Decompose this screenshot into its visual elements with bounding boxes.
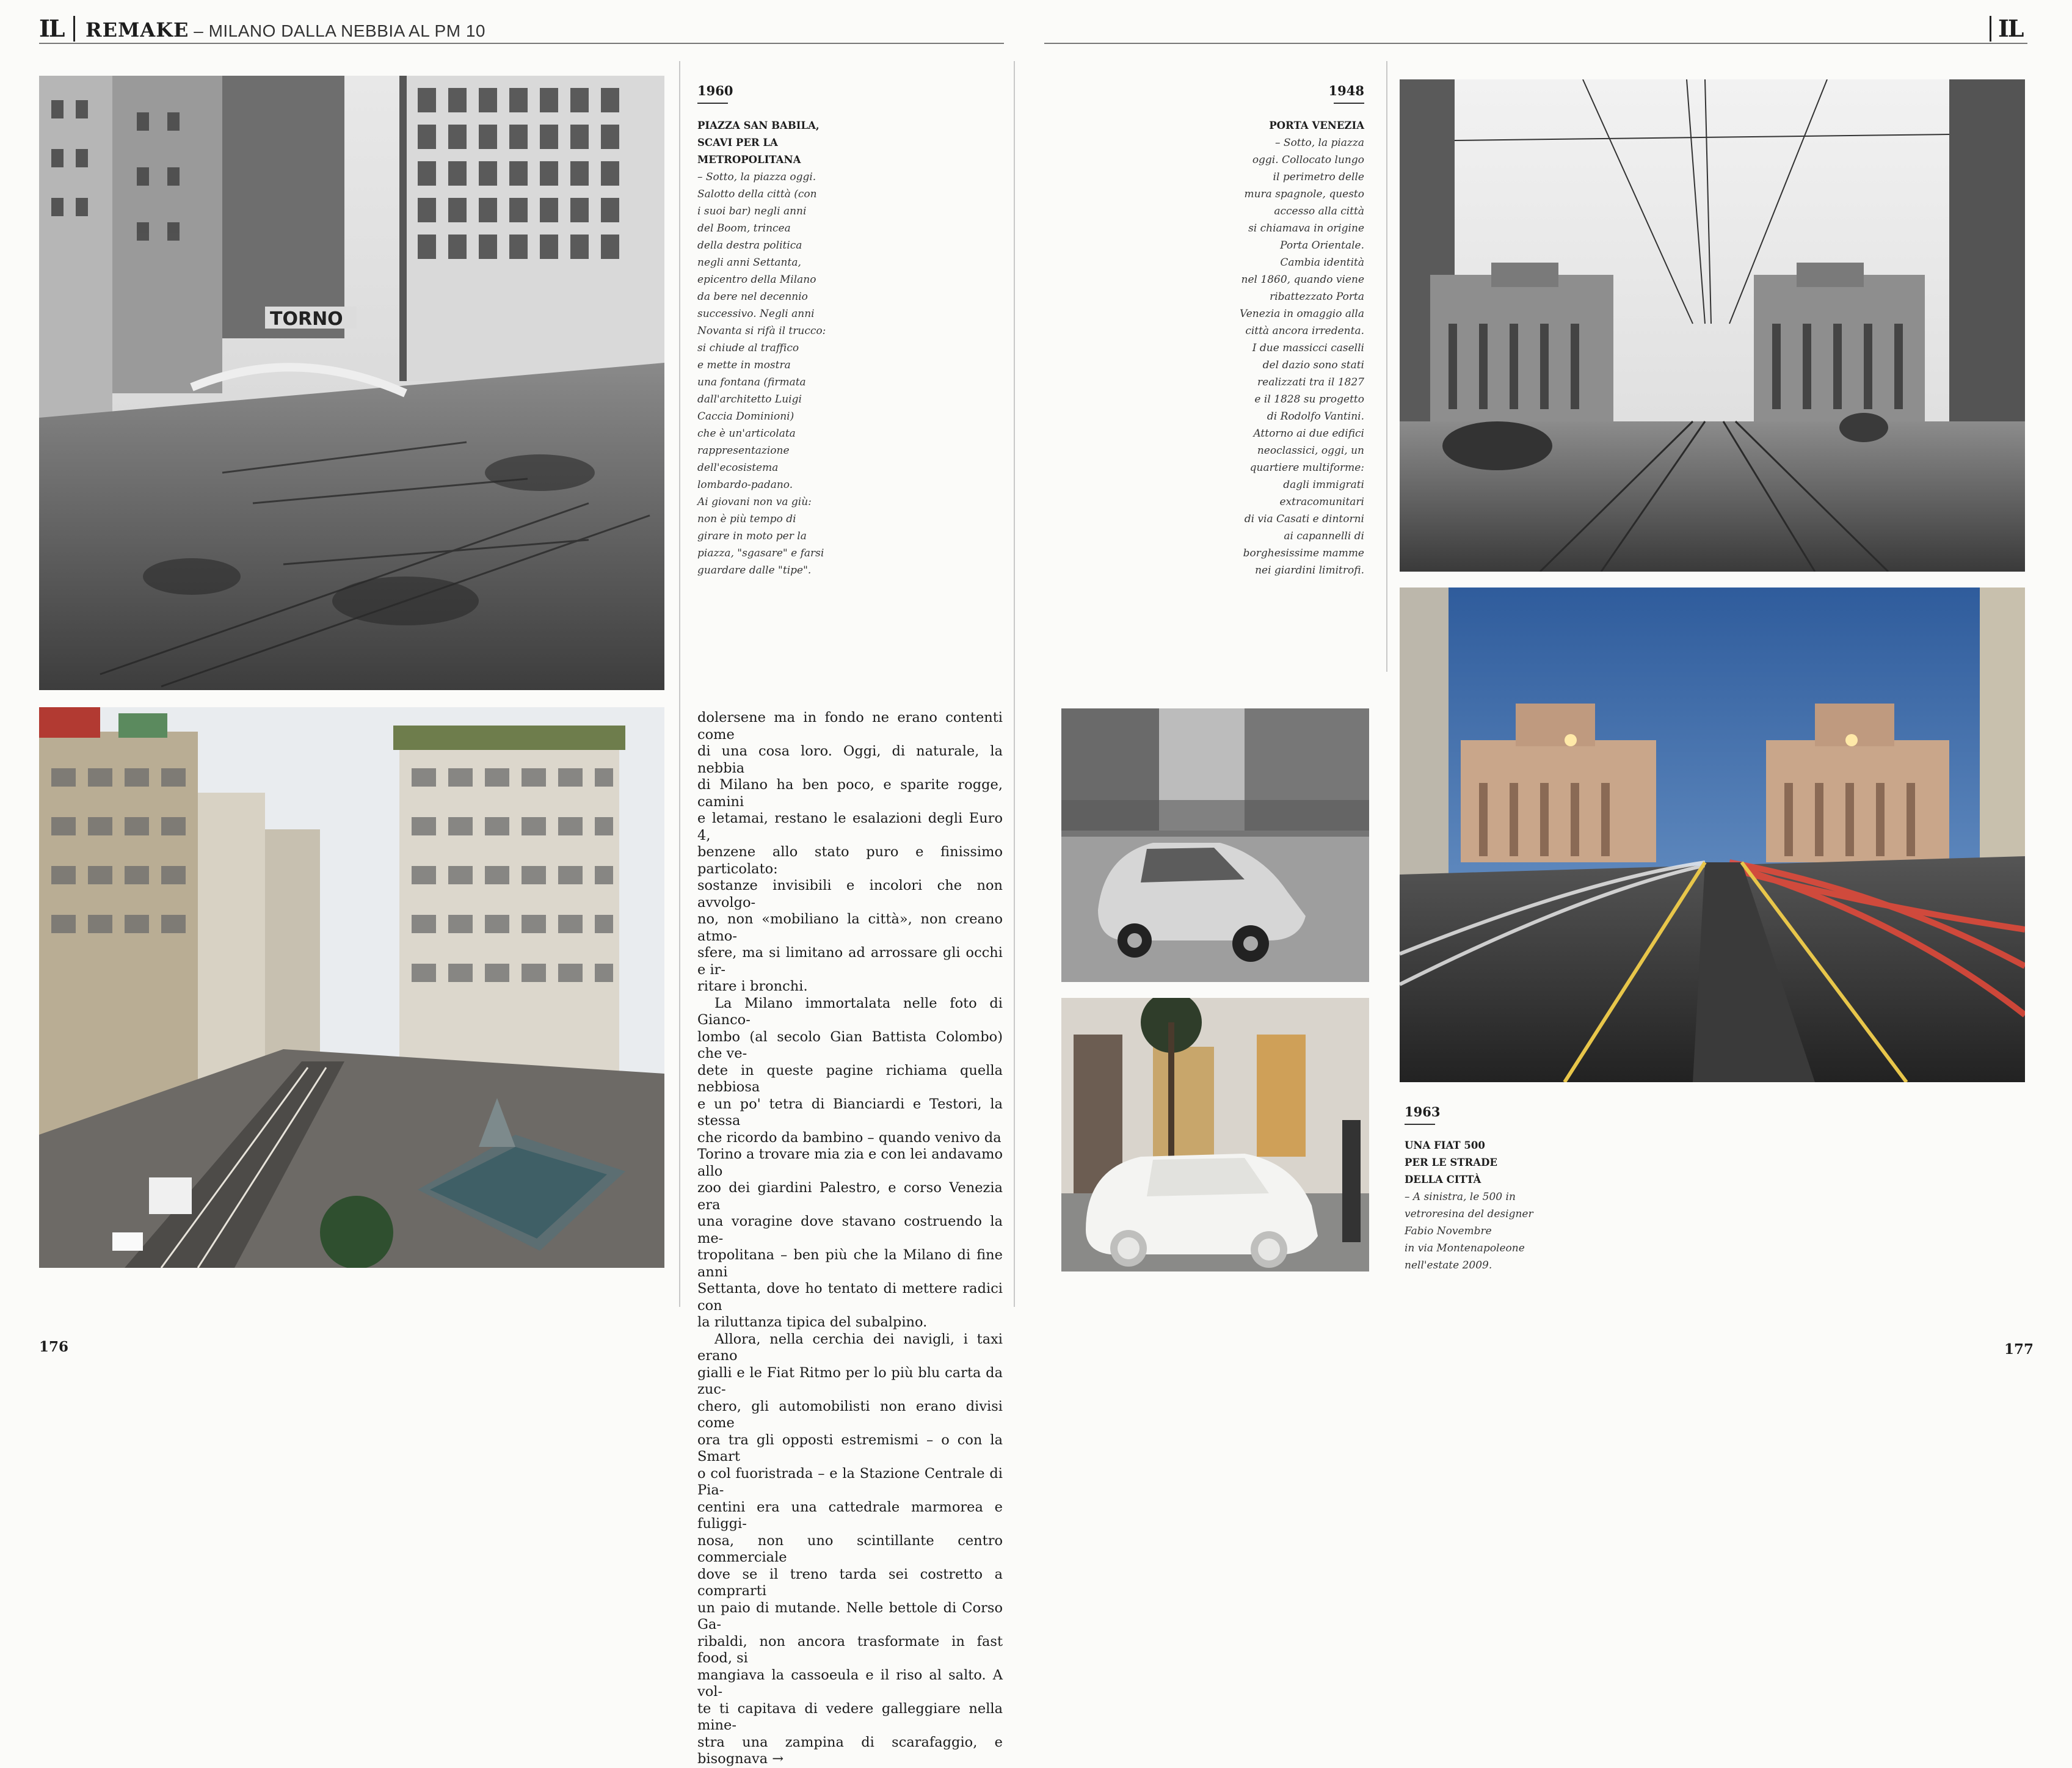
body-line: centini era una cattedrale marmorea e fuliggi- — [697, 1499, 1003, 1532]
caption-line: Venezia in omaggio alla — [1240, 308, 1364, 320]
photo-porta-venezia-today — [1400, 588, 2025, 1082]
caption-year-1963: 1963 — [1405, 1104, 1441, 1119]
caption-line: Ai giovani non va giù: — [697, 496, 812, 508]
caption-line: – Sotto, la piazza — [1275, 137, 1364, 149]
caption-line: dagli immigrati — [1283, 479, 1364, 491]
caption-line: epicentro della Milano — [697, 274, 816, 286]
header-separator — [73, 16, 75, 42]
caption-rule — [1405, 1124, 1435, 1125]
body-line: nosa, non uno scintillante centro commerciale — [697, 1532, 1003, 1565]
caption-line: da bere nel decennio — [697, 291, 808, 303]
caption-line: e il 1828 su progetto — [1254, 393, 1364, 406]
caption-line: guardare dalle "tipe". — [697, 564, 812, 577]
caption-line: Fabio Novembre — [1405, 1225, 1492, 1237]
caption-line: vetroresina del designer — [1405, 1208, 1533, 1220]
caption-line: rappresentazione — [697, 445, 790, 457]
caption-line: ribattezzato Porta — [1270, 291, 1364, 303]
photo-san-babila-1960 — [39, 76, 664, 690]
magazine-logo-right: IL — [1998, 15, 2023, 42]
caption-line: del dazio sono stati — [1262, 359, 1364, 371]
body-line: La Milano immortalata nelle foto di Gianco- — [697, 995, 1003, 1028]
body-line: sfere, ma si limitano ad arrossare gli occhi e ir- — [697, 945, 1003, 978]
caption-title-line: DELLA CITTÀ — [1405, 1174, 1481, 1185]
caption-line: nel 1860, quando viene — [1241, 274, 1364, 286]
caption-line: una fontana (firmata — [697, 376, 806, 388]
torno-sign: TORNO — [270, 308, 343, 330]
body-line: gialli e le Fiat Ritmo per lo più blu carta da zuc- — [697, 1364, 1003, 1397]
column-divider — [679, 61, 680, 1307]
body-line: e letamai, restano le esalazioni degli Euro 4, — [697, 810, 1003, 843]
caption-line: della destra politica — [697, 239, 802, 252]
caption-line: non è più tempo di — [697, 513, 796, 525]
caption-line: Cambia identità — [1280, 256, 1364, 269]
caption-line: – A sinistra, le 500 in — [1405, 1191, 1516, 1203]
section-title: REMAKE — [85, 18, 189, 42]
caption-1948 — [1218, 117, 1364, 579]
caption-rule — [697, 103, 728, 104]
body-line: stra una zampina di scarafaggio, e bisognava → — [697, 1734, 1003, 1767]
caption-line: nei giardini limitrofi. — [1255, 564, 1364, 577]
body-line: ritare i bronchi. — [697, 978, 808, 994]
body-line: dolersene ma in fondo ne erano contenti come — [697, 710, 1003, 743]
body-line: la riluttanza tipica del subalpino. — [697, 1314, 928, 1330]
page-number-left: 176 — [39, 1339, 69, 1355]
header-rule-left — [39, 43, 1004, 44]
caption-line: I due massicci caselli — [1252, 342, 1364, 354]
body-line: ora tra gli opposti estremismi – o con la Smart — [697, 1431, 1003, 1464]
body-line: Allora, nella cerchia dei navigli, i taxi erano — [697, 1331, 1003, 1364]
photo-porta-venezia-1948 — [1400, 79, 2025, 572]
caption-line: del Boom, trincea — [697, 222, 791, 235]
caption-line: borghesissime mamme — [1243, 547, 1364, 559]
magazine-logo-left: IL — [39, 15, 64, 42]
caption-year-1948: 1948 — [1328, 83, 1364, 98]
body-line: benzene allo stato puro e finissimo particolato: — [697, 844, 1003, 877]
photo-fiat-500-1963 — [1061, 708, 1369, 982]
caption-title-line: PORTA VENEZIA — [1269, 120, 1364, 131]
caption-line: città ancora irredenta. — [1245, 325, 1364, 337]
page-number-right: 177 — [2004, 1341, 2034, 1358]
caption-line: – Sotto, la piazza oggi. — [697, 171, 816, 183]
column-divider — [1014, 61, 1015, 1307]
caption-1963 — [1405, 1137, 1588, 1274]
body-line: sostanze invisibili e incolori che non avvolgo- — [697, 878, 1003, 911]
caption-line: dall'architetto Luigi — [697, 393, 802, 406]
caption-line: Porta Orientale. — [1280, 239, 1364, 252]
body-line: tropolitana – ben più che la Milano di fine anni — [697, 1247, 1003, 1280]
running-header — [85, 18, 485, 42]
body-line: che ricordo da bambino – quando venivo da — [697, 1129, 1001, 1146]
photo-san-babila-today — [39, 707, 664, 1268]
caption-line: Attorno ai due edifici — [1253, 427, 1364, 440]
caption-line: piazza, "sgasare" e farsi — [697, 547, 824, 559]
caption-line: quartiere multiforme: — [1249, 462, 1364, 474]
body-line: di Milano ha ben poco, e sparite rogge, camini — [697, 777, 1003, 810]
caption-line: negli anni Settanta, — [697, 256, 801, 269]
body-line: una voragine dove stavano costruendo la me- — [697, 1213, 1003, 1246]
caption-title-line: UNA FIAT 500 — [1405, 1140, 1485, 1151]
body-line: dove se il treno tarda sei costretto a comprarti — [697, 1566, 1003, 1599]
caption-line: successivo. Negli anni — [697, 308, 815, 320]
body-line: ribaldi, non ancora trasformate in fast food, si — [697, 1633, 1003, 1666]
caption-line: lombardo-padano. — [697, 479, 793, 491]
caption-line: realizzati tra il 1827 — [1257, 376, 1364, 388]
caption-year-1960: 1960 — [697, 83, 733, 98]
caption-line: oggi. Collocato lungo — [1252, 154, 1364, 166]
body-line: mangiava la cassoeula e il riso al salto. A vol- — [697, 1667, 1003, 1700]
body-line: te ti capitava di vedere galleggiare nella mine- — [697, 1700, 1003, 1733]
caption-1960 — [697, 117, 844, 579]
body-line: o col fuoristrada – e la Stazione Centrale di Pia- — [697, 1465, 1003, 1498]
caption-line: girare in moto per la — [697, 530, 807, 542]
caption-line: di via Casati e dintorni — [1244, 513, 1364, 525]
caption-line: accesso alla città — [1274, 205, 1364, 217]
caption-line: neoclassici, oggi, un — [1257, 445, 1364, 457]
caption-line: il perimetro delle — [1273, 171, 1364, 183]
body-line: zoo dei giardini Palestro, e corso Venezia era — [697, 1180, 1003, 1213]
caption-line: dell'ecosistema — [697, 462, 779, 474]
caption-line: si chiamava in origine — [1248, 222, 1364, 235]
body-line: dete in queste pagine richiama quella nebbiosa — [697, 1062, 1003, 1095]
body-line: un paio di mutande. Nelle bettole di Corso Ga- — [697, 1599, 1003, 1632]
caption-line: extracomunitari — [1279, 496, 1364, 508]
header-rule-right — [1044, 43, 2027, 44]
caption-line: e mette in mostra — [697, 359, 791, 371]
caption-line: nell'estate 2009. — [1405, 1259, 1492, 1271]
body-line: Settanta, dove ho tentato di mettere radici con — [697, 1281, 1003, 1314]
body-line: e un po' tetra di Bianciardi e Testori, la stessa — [697, 1096, 1003, 1129]
body-line: Torino a trovare mia zia e con lei andavamo allo — [697, 1146, 1003, 1179]
caption-title-line: PIAZZA SAN BABILA, — [697, 120, 820, 131]
body-line: chero, gli automobilisti non erano divisi come — [697, 1398, 1003, 1431]
caption-line: in via Montenapoleone — [1405, 1242, 1525, 1254]
caption-title-line: SCAVI PER LA — [697, 137, 778, 148]
caption-line: si chiude al traffico — [697, 342, 799, 354]
photo-fiat-500-montenapoleone — [1061, 998, 1369, 1271]
body-line: no, non «mobiliano la città», non creano atmo- — [697, 911, 1003, 944]
caption-line: di Rodolfo Vantini. — [1267, 410, 1364, 423]
caption-line: che è un'articolata — [697, 427, 796, 440]
caption-rule — [1334, 103, 1364, 104]
caption-line: mura spagnole, questo — [1244, 188, 1364, 200]
article-body — [697, 710, 1003, 1768]
caption-title-line: PER LE STRADE — [1405, 1157, 1497, 1168]
caption-title-line: METROPOLITANA — [697, 154, 801, 166]
caption-line: i suoi bar) negli anni — [697, 205, 807, 217]
section-subtitle: – MILANO DALLA NEBBIA AL PM 10 — [194, 21, 485, 40]
caption-line: Caccia Dominioni) — [697, 410, 794, 423]
body-line: lombo (al secolo Gian Battista Colombo) che ve- — [697, 1028, 1003, 1061]
caption-line: Novanta si rifà il trucco: — [697, 325, 826, 337]
caption-line: Salotto della città (con — [697, 188, 817, 200]
body-line: di una cosa loro. Oggi, di naturale, la nebbia — [697, 743, 1003, 776]
caption-line: ai capannelli di — [1284, 530, 1364, 542]
header-separator-right — [1990, 16, 1991, 42]
column-divider — [1386, 61, 1387, 672]
